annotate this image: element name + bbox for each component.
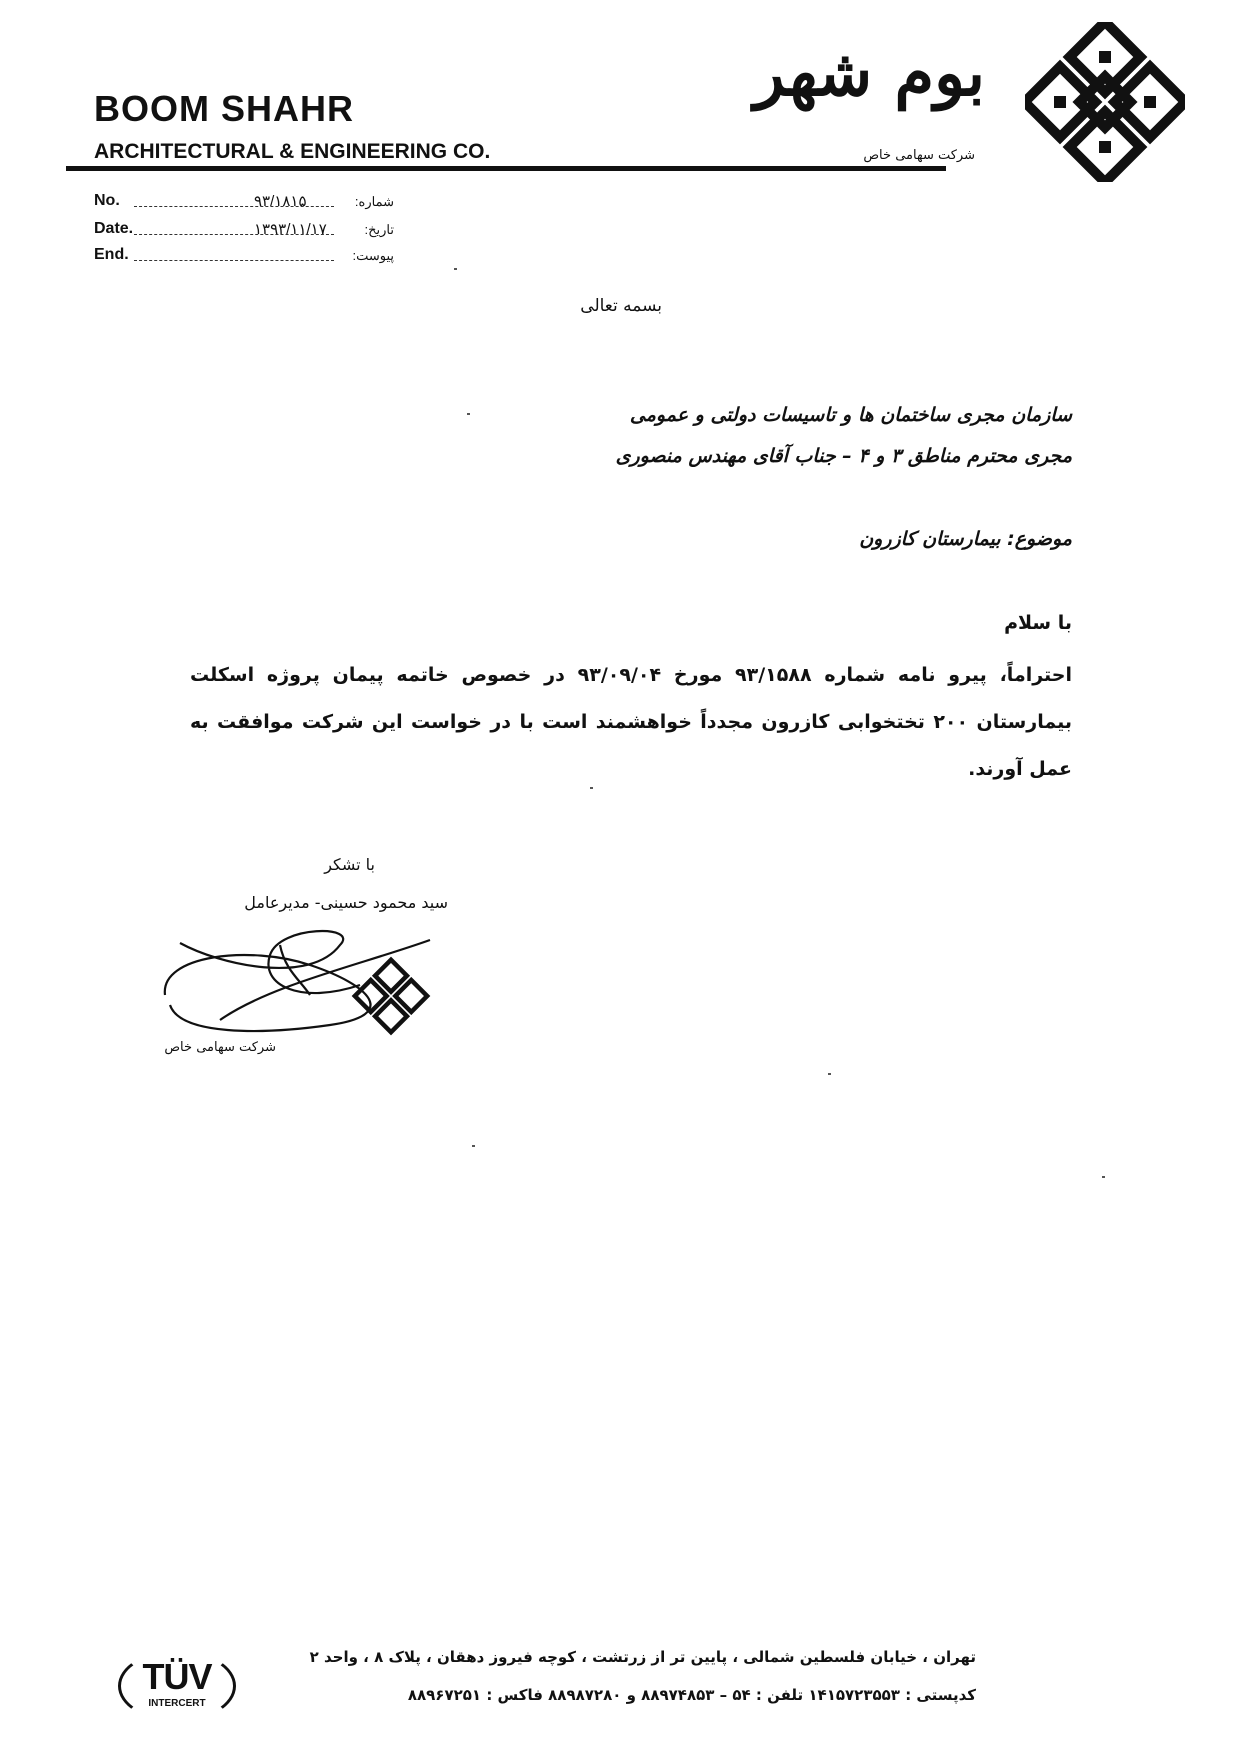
- tuv-certification-logo: [118, 1650, 236, 1722]
- scan-speck: [590, 787, 593, 789]
- addressee-line-1: سازمان مجری ساختمان ها و تاسیسات دولتی و عمومی: [629, 404, 1072, 426]
- date-label-fa: تاریخ:: [364, 222, 394, 237]
- number-value: ۹۳/۱۸۱۵: [254, 193, 307, 210]
- greeting: با سلام: [1004, 612, 1072, 634]
- scan-speck: [472, 1145, 475, 1147]
- scan-speck: [467, 413, 470, 415]
- enclosure-label-fa: پیوست:: [352, 248, 394, 263]
- scan-speck: [454, 268, 457, 270]
- reference-date-line: [94, 220, 394, 242]
- closing: با تشکر: [324, 855, 375, 874]
- date-label: Date.: [94, 220, 134, 237]
- number-label-fa: شماره:: [354, 194, 394, 209]
- dotted-line: [134, 260, 334, 261]
- logo-subtitle: شرکت سهامی خاص: [863, 148, 975, 163]
- company-name-block: [94, 88, 490, 164]
- footer-address: تهران ، خیابان فلسطین شمالی ، پایین تر از زرتشت ، کوچه فیروز دهقان ، پلاک ۸ ، واحد ۲: [309, 1648, 976, 1666]
- letter-subject: موضوع: بیمارستان کازرون: [859, 528, 1072, 550]
- date-value: ۱۳۹۳/۱۱/۱۷: [254, 221, 327, 238]
- company-name: BOOM SHAHR: [94, 88, 354, 129]
- tuv-subtitle: INTERCERT: [148, 1698, 206, 1709]
- tuv-mark: TÜV: [142, 1656, 212, 1697]
- scan-speck: [1102, 1176, 1105, 1178]
- footer-contact: کدپستی : ۱۴۱۵۷۲۳۵۵۳ تلفن : ۵۴ – ۸۸۹۷۴۸۵۳ و ۸۸۹۸۷۲۸۰ فاکس : ۸۸۹۶۷۲۵۱: [407, 1686, 976, 1704]
- reference-enclosure-line: [94, 246, 394, 268]
- company-subtitle: ARCHITECTURAL & ENGINEERING CO.: [94, 140, 491, 163]
- company-logo: [755, 20, 1185, 185]
- knot-logo-icon: [1025, 22, 1185, 182]
- number-label: No.: [94, 192, 120, 209]
- letter-body: احتراماً، پیرو نامه شماره ۹۳/۱۵۸۸ مورخ ۹۳/۰۹/۰۴ در خصوص خاتمه پیمان پروژه اسکلت بیمارستان ۲۰۰ تختخوابی کازرون مجدداً خواهشمند است با در خواست این شرکت موافقت به عمل آورند.: [190, 664, 1073, 780]
- enclosure-label: End.: [94, 246, 129, 263]
- bismillah: بسمه تعالی: [580, 296, 662, 316]
- scan-speck: [828, 1073, 831, 1075]
- stamp-text: شرکت سهامی خاص: [164, 1040, 276, 1055]
- addressee-line-2: مجری محترم مناطق ۳ و ۴ – جناب آقای مهندس منصوری: [615, 445, 1072, 467]
- reference-number-line: [94, 192, 394, 214]
- signer-name: سید محمود حسینی- مدیرعامل: [244, 893, 448, 912]
- logo-wordmark: بوم شهر: [753, 36, 985, 111]
